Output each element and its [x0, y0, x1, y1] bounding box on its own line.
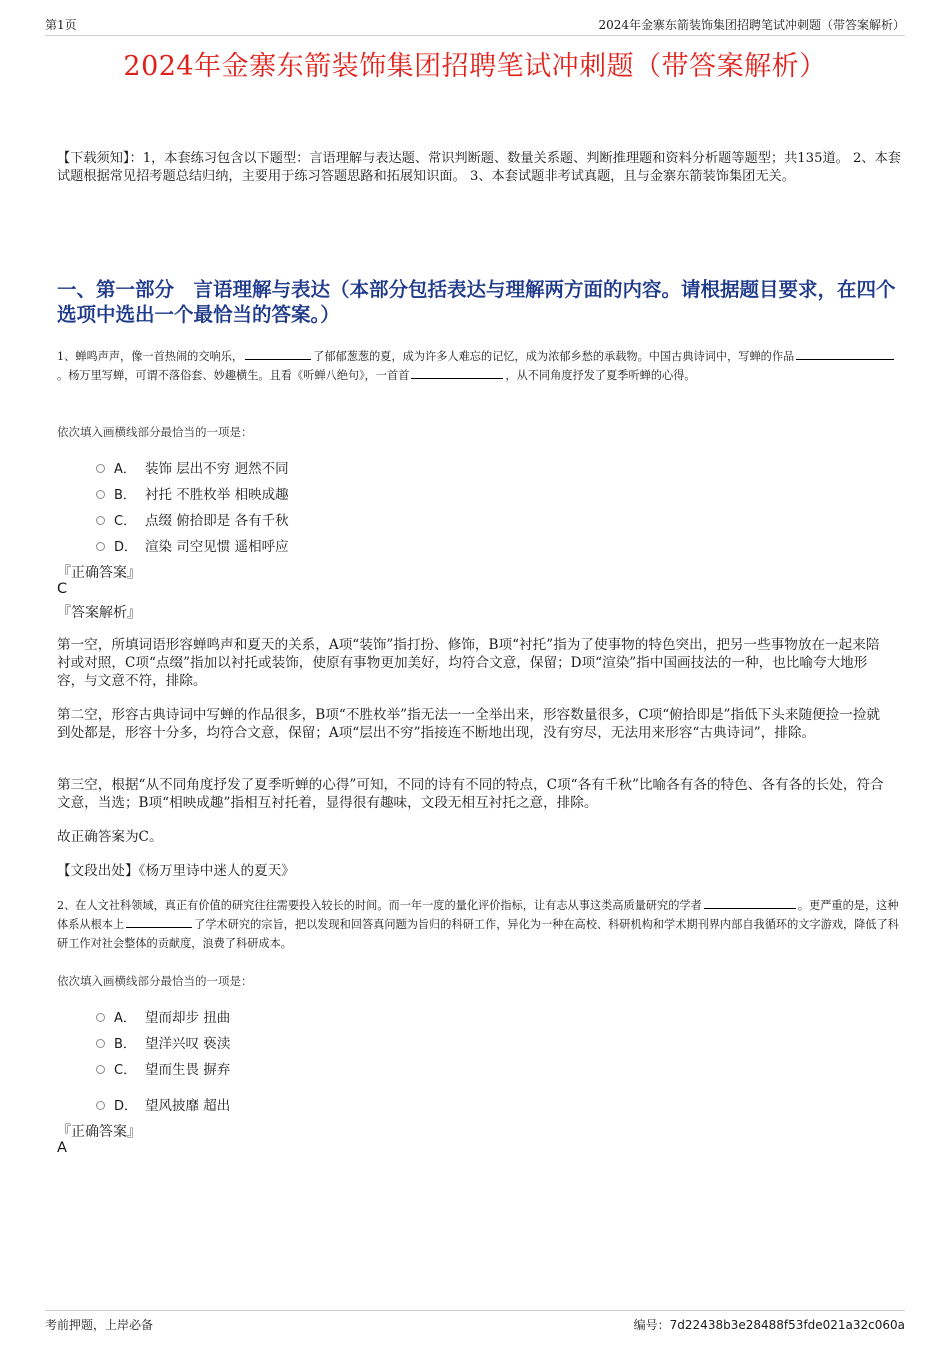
header-doc-title: 2024年金寨东箭装饰集团招聘笔试冲刺题（带答案解析） [598, 18, 905, 32]
download-notice: 【下载须知】：1，本套练习包含以下题型：言语理解与表达题、常识判断题、数量关系题、判断推理题和资料分析题等题型；共135道。 2、本套试题根据常见招考题总结归纳，主要用于练习答题思路和拓展知识面。 3、本套试题非考试真题，且与金寨东箭装饰集团无关。 [57, 151, 901, 184]
radio-icon[interactable] [96, 542, 105, 551]
option-text: 望风披靡 超出 [145, 1098, 231, 1114]
radio-icon[interactable] [96, 490, 105, 499]
footer-slogan: 考前押题，上岸必备 [45, 1318, 154, 1332]
option-letter: B． [114, 487, 136, 503]
q2-option-d[interactable] [96, 1094, 230, 1114]
q2-instruction: 依次填入画横线部分最恰当的一项是： [57, 974, 253, 988]
q1-analysis-para-3: 第三空，根据“从不同角度抒发了夏季听蝉的心得”可知，不同的诗有不同的特点，C项“各有千秋”比喻各有各的特色、各有各的长处，符合文意，当选；B项“相映成趣”指相互衬托着，显得很有趣味，文段无相互衬托之意，排除。 [57, 777, 884, 811]
option-letter: D． [114, 1098, 138, 1114]
q1-text-part: 。杨万里写蝉，可谓不落俗套、妙趣横生。且看《听蝉八绝句》，一首首 [57, 369, 410, 382]
q1-source: 【文段出处】《杨万里诗中迷人的夏天》 [57, 863, 295, 879]
q1-analysis-para-2: 第二空，形容古典诗词中写蝉的作品很多，B项“不胜枚举”指无法一一全举出来，形容数量很多，C项“俯拾即是”指低下头来随便捡一捡就到处都是，形容十分多，均符合文意，保留；A项“层出不穷”指接连不断地出现，没有穷尽，无法用来形容“古典诗词”，排除。 [57, 707, 881, 741]
q1-option-c[interactable] [96, 509, 289, 529]
option-text: 点缀 俯拾即是 各有千秋 [145, 513, 289, 529]
option-text: 望洋兴叹 亵渎 [145, 1036, 231, 1052]
option-letter: C． [114, 1062, 137, 1078]
q1-option-d[interactable] [96, 535, 289, 555]
q1-analysis-para-1: 第一空，所填词语形容蝉鸣声和夏天的关系，A项“装饰”指打扮、修饰，B项“衬托”指为了使事物的特色突出，把另一些事物放在一起来陪衬或对照，C项“点缀”指加以衬托或装饰，使原有事物更加美好，均符合文意，保留；D项“渲染”指中国画技法的一种，也比喻夸大地形容，与文意不符，排除。 [57, 637, 880, 689]
q1-option-a[interactable] [96, 457, 289, 477]
q2-blank-2 [126, 916, 192, 928]
radio-icon[interactable] [96, 464, 105, 473]
page-header [45, 14, 905, 36]
document-title: 2024年金寨东箭装饰集团招聘笔试冲刺题（带答案解析） [123, 51, 827, 82]
radio-icon[interactable] [96, 1065, 105, 1074]
page-number: 第1页 [45, 18, 77, 32]
radio-icon[interactable] [96, 516, 105, 525]
q1-analysis-label: 『答案解析』 [57, 605, 141, 621]
q1-text-part: 了郁郁葱葱的夏，成为许多人难忘的记忆，成为浓郁乡愁的承载物。中国古典诗词中，写蝉的作品 [313, 350, 795, 363]
question-1-stem [57, 347, 902, 385]
option-letter: D． [114, 539, 138, 555]
option-letter: A． [114, 461, 136, 477]
radio-icon[interactable] [96, 1013, 105, 1022]
q1-answer: C [57, 581, 68, 597]
q2-answer: A [57, 1140, 67, 1156]
option-text: 望而却步 扭曲 [145, 1010, 231, 1026]
option-letter: C． [114, 513, 137, 529]
q2-blank-1 [704, 897, 796, 909]
q1-text-part: ，从不同角度抒发了夏季听蝉的心得。 [505, 369, 696, 382]
q1-answer-label: 『正确答案』 [57, 565, 141, 581]
question-2-stem [57, 896, 902, 953]
q1-conclusion: 故正确答案为C。 [57, 829, 163, 845]
option-letter: B． [114, 1036, 136, 1052]
q1-text-part: 1、蝉鸣声声，像一首热闹的交响乐， [57, 350, 244, 363]
option-letter: A． [114, 1010, 136, 1026]
q2-text-part: 了学术研究的宗旨，把以发现和回答真问题为旨归的科研工作，异化为一种在高校、科研机构和学术期刊界内部自我循环的文字游戏，降低了科研工作对社会整体的贡献度，浪费了科研成本。 [57, 918, 899, 950]
radio-icon[interactable] [96, 1101, 105, 1110]
page-footer [45, 1310, 905, 1332]
q2-option-c[interactable] [96, 1058, 230, 1078]
option-text: 渲染 司空见惯 遥相呼应 [145, 539, 289, 555]
q2-text-part: 2、在人文社科领域，真正有价值的研究往往需要投入较长的时间。而一年一度的量化评价指标，让有志从事这类高质量研究的学者 [57, 899, 702, 912]
q2-option-b[interactable] [96, 1032, 230, 1052]
q1-blank-2 [796, 348, 894, 360]
footer-doc-id: 编号：7d22438b3e28488f53fde021a32c060a [633, 1318, 905, 1332]
q1-blank-1 [245, 348, 311, 360]
q1-instruction: 依次填入画横线部分最恰当的一项是： [57, 425, 253, 439]
option-text: 装饰 层出不穷 迥然不同 [145, 461, 289, 477]
section-heading: 一、第一部分 言语理解与表达（本部分包括表达与理解两方面的内容。请根据题目要求，在四个选项中选出一个最恰当的答案。） [57, 278, 896, 326]
radio-icon[interactable] [96, 1039, 105, 1048]
option-text: 望而生畏 摒弃 [145, 1062, 231, 1078]
q1-option-b[interactable] [96, 483, 289, 503]
q2-option-a[interactable] [96, 1006, 230, 1026]
q1-blank-3 [411, 367, 503, 379]
q2-text-part: 。更严重的是，这种体系从根本上 [57, 899, 899, 931]
option-text: 衬托 不胜枚举 相映成趣 [145, 487, 289, 503]
q2-answer-label: 『正确答案』 [57, 1124, 141, 1140]
